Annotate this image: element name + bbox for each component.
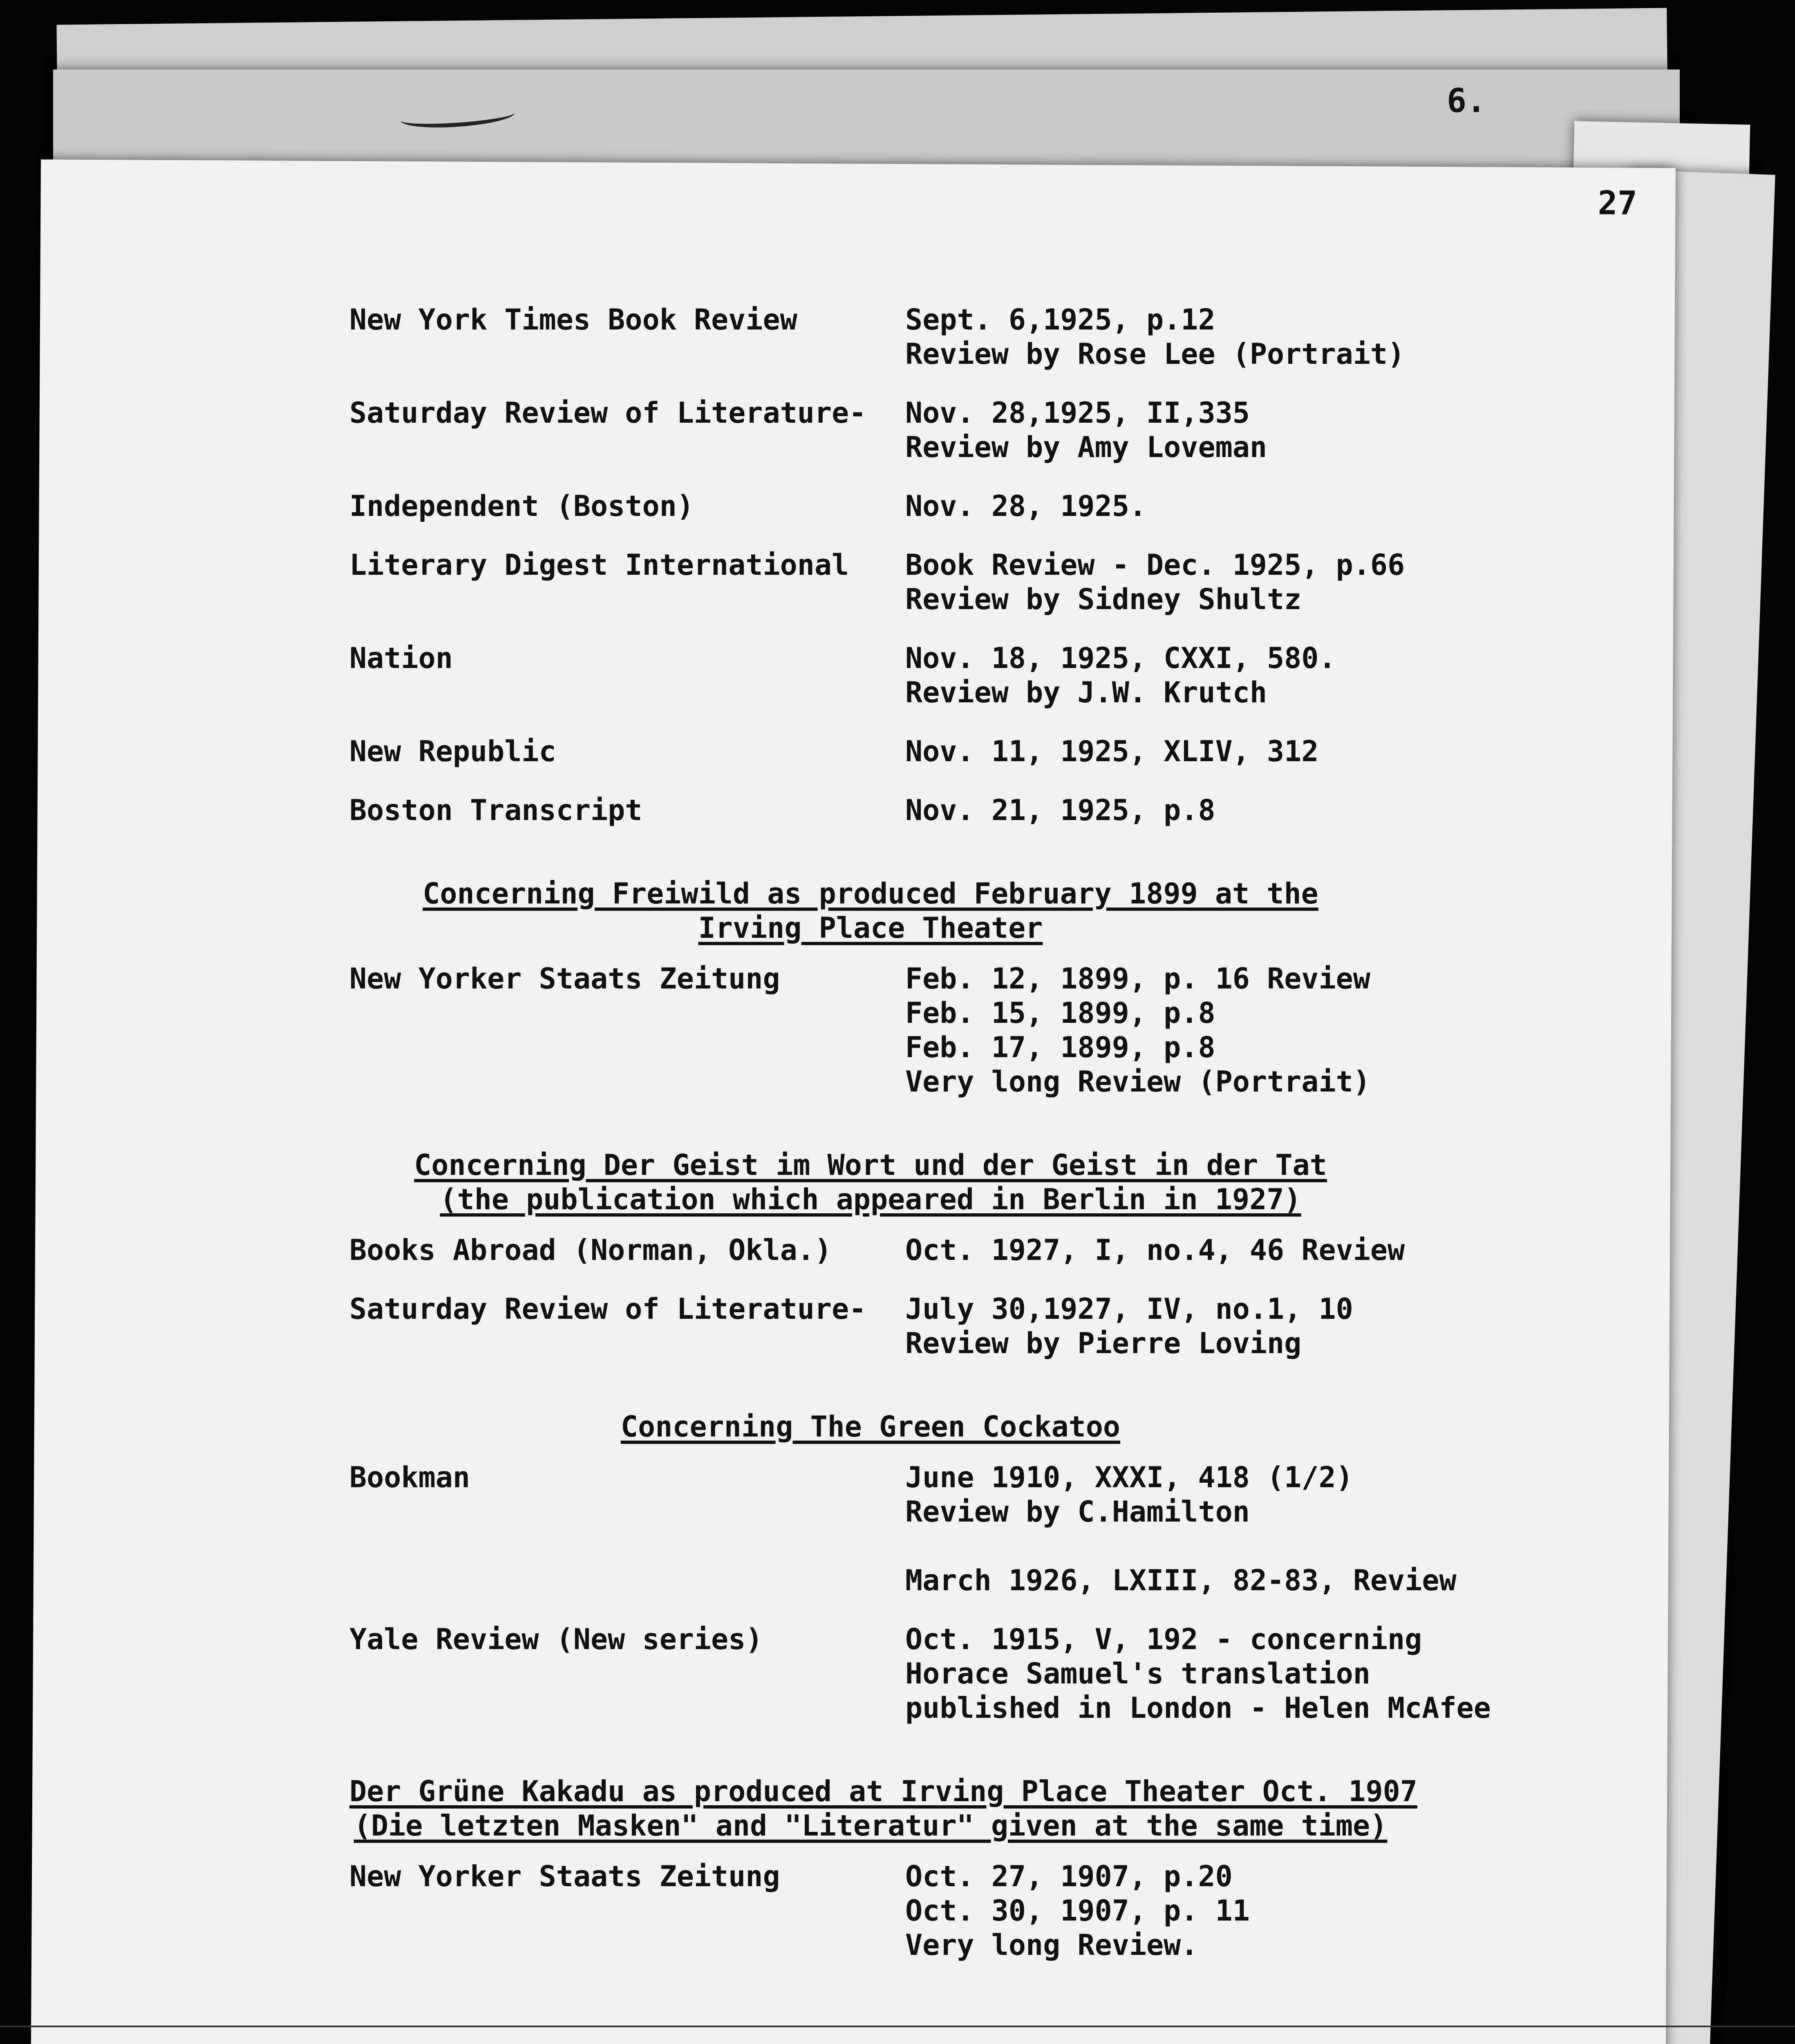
publication-name: New Yorker Staats Zeitung [349,1860,780,1893]
spacer [349,1217,1657,1233]
front-page-number: 27 [1598,184,1638,222]
spacer [349,1444,1657,1460]
citation-details [905,1460,1457,1598]
spacer [349,852,1657,876]
section-heading-line: Irving Place Theater [698,911,1043,945]
citation-entry [349,1859,1657,1962]
citation-entry [349,1460,1657,1598]
scan-artifact-line [0,2026,1795,2027]
citation-entry [349,734,1657,769]
citation-detail-line: Oct. 30, 1907, p. 11 [905,1894,1250,1927]
section [349,1750,1657,1987]
section-heading-line: (the publication which appeared in Berlin in 1927) [440,1183,1301,1216]
citation-details [905,489,1146,523]
citation-detail-line: Very long Review (Portrait) [905,1065,1370,1098]
citation-details [905,303,1405,371]
section [349,852,1657,1123]
citation-details [905,1292,1353,1360]
spacer [349,1843,1657,1859]
citation-entry [349,1622,1657,1725]
citation-entry [349,641,1657,710]
section-heading [349,1774,1417,1843]
citation-detail-line: Nov. 28, 1925. [905,489,1147,523]
citation-details [905,1622,1491,1725]
publication-name: New Republic [349,735,556,768]
citation-detail-line: Review by J.W. Krutch [905,676,1267,709]
citation-detail-line: July 30,1927, IV, no.1, 10 [905,1292,1353,1326]
citation-detail-line: Feb. 12, 1899, p. 16 Review [905,962,1370,995]
citation-details [905,1859,1250,1962]
citation-detail-line: published in London - Helen McAfee [905,1691,1491,1725]
citation-detail-line: Feb. 15, 1899, p.8 [905,996,1215,1030]
section-heading [349,876,1392,945]
spacer [349,1267,1657,1292]
publication-name: Boston Transcript [349,793,642,827]
section-heading [349,1148,1392,1217]
citation-detail-line: Review by Pierre Loving [905,1327,1302,1360]
citation-detail-line: Nov. 11, 1925, XLIV, 312 [905,735,1319,768]
publication-name: Books Abroad (Norman, Okla.) [349,1233,832,1267]
section-heading-line: Concerning The Green Cockatoo [620,1410,1121,1443]
spacer [349,523,1657,548]
spacer [349,1123,1657,1148]
spacer [349,1725,1657,1750]
section-heading-line: Concerning Freiwild as produced February 1899 at the [423,877,1318,910]
section-heading-line: Der Grüne Kakadu as produced at Irving Place Theater Oct. 1907 [349,1775,1417,1808]
publication-name: New York Times Book Review [349,303,797,336]
citation-details [905,793,1215,827]
citation-detail-line: March 1926, LXIII, 82-83, Review [905,1564,1457,1597]
spacer [349,371,1657,396]
citation-entry [349,489,1657,523]
citation-detail-line: Oct. 1915, V, 192 - concerning [905,1623,1422,1656]
spacer [349,710,1657,734]
citation-detail-line: Nov. 21, 1925, p.8 [905,793,1215,827]
spacer [349,1750,1657,1774]
citation-entry [349,793,1657,827]
citation-details [905,548,1405,616]
citation-detail-line: Oct. 1927, I, no.4, 46 Review [905,1233,1405,1267]
citation-detail-line: Review by Sidney Shultz [905,583,1302,616]
spacer [349,464,1657,489]
citation-detail-line: Review by Rose Lee (Portrait) [905,337,1405,371]
spacer [349,945,1657,961]
citation-details [905,396,1267,464]
citation-entry [349,303,1657,371]
citation-detail-line: Review by Amy Loveman [905,430,1267,464]
spacer [349,1099,1657,1123]
citation-detail-line: Feb. 17, 1899, p.8 [905,1031,1215,1064]
publication-name: Yale Review (New series) [349,1623,763,1656]
spacer [349,827,1657,852]
citation-entry [349,548,1657,616]
citation-detail-line: Review by C.Hamilton [905,1495,1250,1529]
bibliography-content [349,303,1657,1987]
citation-detail-line [905,1529,1457,1563]
citation-detail-line: June 1910, XXXI, 418 (1/2) [905,1461,1353,1494]
citation-entry [349,1233,1657,1267]
publication-name: Independent (Boston) [349,489,694,523]
citation-detail-line: Horace Samuel's translation [905,1657,1370,1690]
publication-name: Nation [349,641,453,675]
citation-detail-line: Sept. 6,1925, p.12 [905,303,1215,336]
publication-name: Saturday Review of Literature- [349,396,866,430]
citation-entry [349,1292,1657,1360]
section-heading-line: Concerning Der Geist im Wort und der Geist in der Tat [414,1148,1327,1182]
citation-entry [349,396,1657,464]
back-page-number: 6. [1447,82,1486,120]
spacer [349,1598,1657,1622]
citation-details [905,1233,1405,1267]
spacer [349,616,1657,641]
spacer [349,1962,1657,1987]
section-heading-line: (Die letzten Masken" and "Literatur" given at the same time) [354,1809,1388,1842]
citation-details [905,961,1370,1099]
citation-details [905,734,1318,769]
section-heading [349,1410,1392,1444]
citation-detail-line: Very long Review. [905,1928,1198,1962]
section [349,1385,1657,1750]
citation-detail-line: Book Review - Dec. 1925, p.66 [905,548,1405,582]
spacer [349,1385,1657,1410]
citation-details [905,641,1336,710]
section [349,1123,1657,1385]
citation-entry [349,961,1657,1099]
section [349,303,1657,852]
citation-detail-line: Oct. 27, 1907, p.20 [905,1860,1233,1893]
publication-name: New Yorker Staats Zeitung [349,962,780,995]
publication-name: Saturday Review of Literature- [349,1292,866,1326]
publication-name: Bookman [349,1461,470,1494]
citation-detail-line: Nov. 28,1925, II,335 [905,396,1250,430]
spacer [349,769,1657,793]
publication-name: Literary Digest International [349,548,849,582]
citation-detail-line: Nov. 18, 1925, CXXI, 580. [905,641,1336,675]
spacer [349,1360,1657,1385]
